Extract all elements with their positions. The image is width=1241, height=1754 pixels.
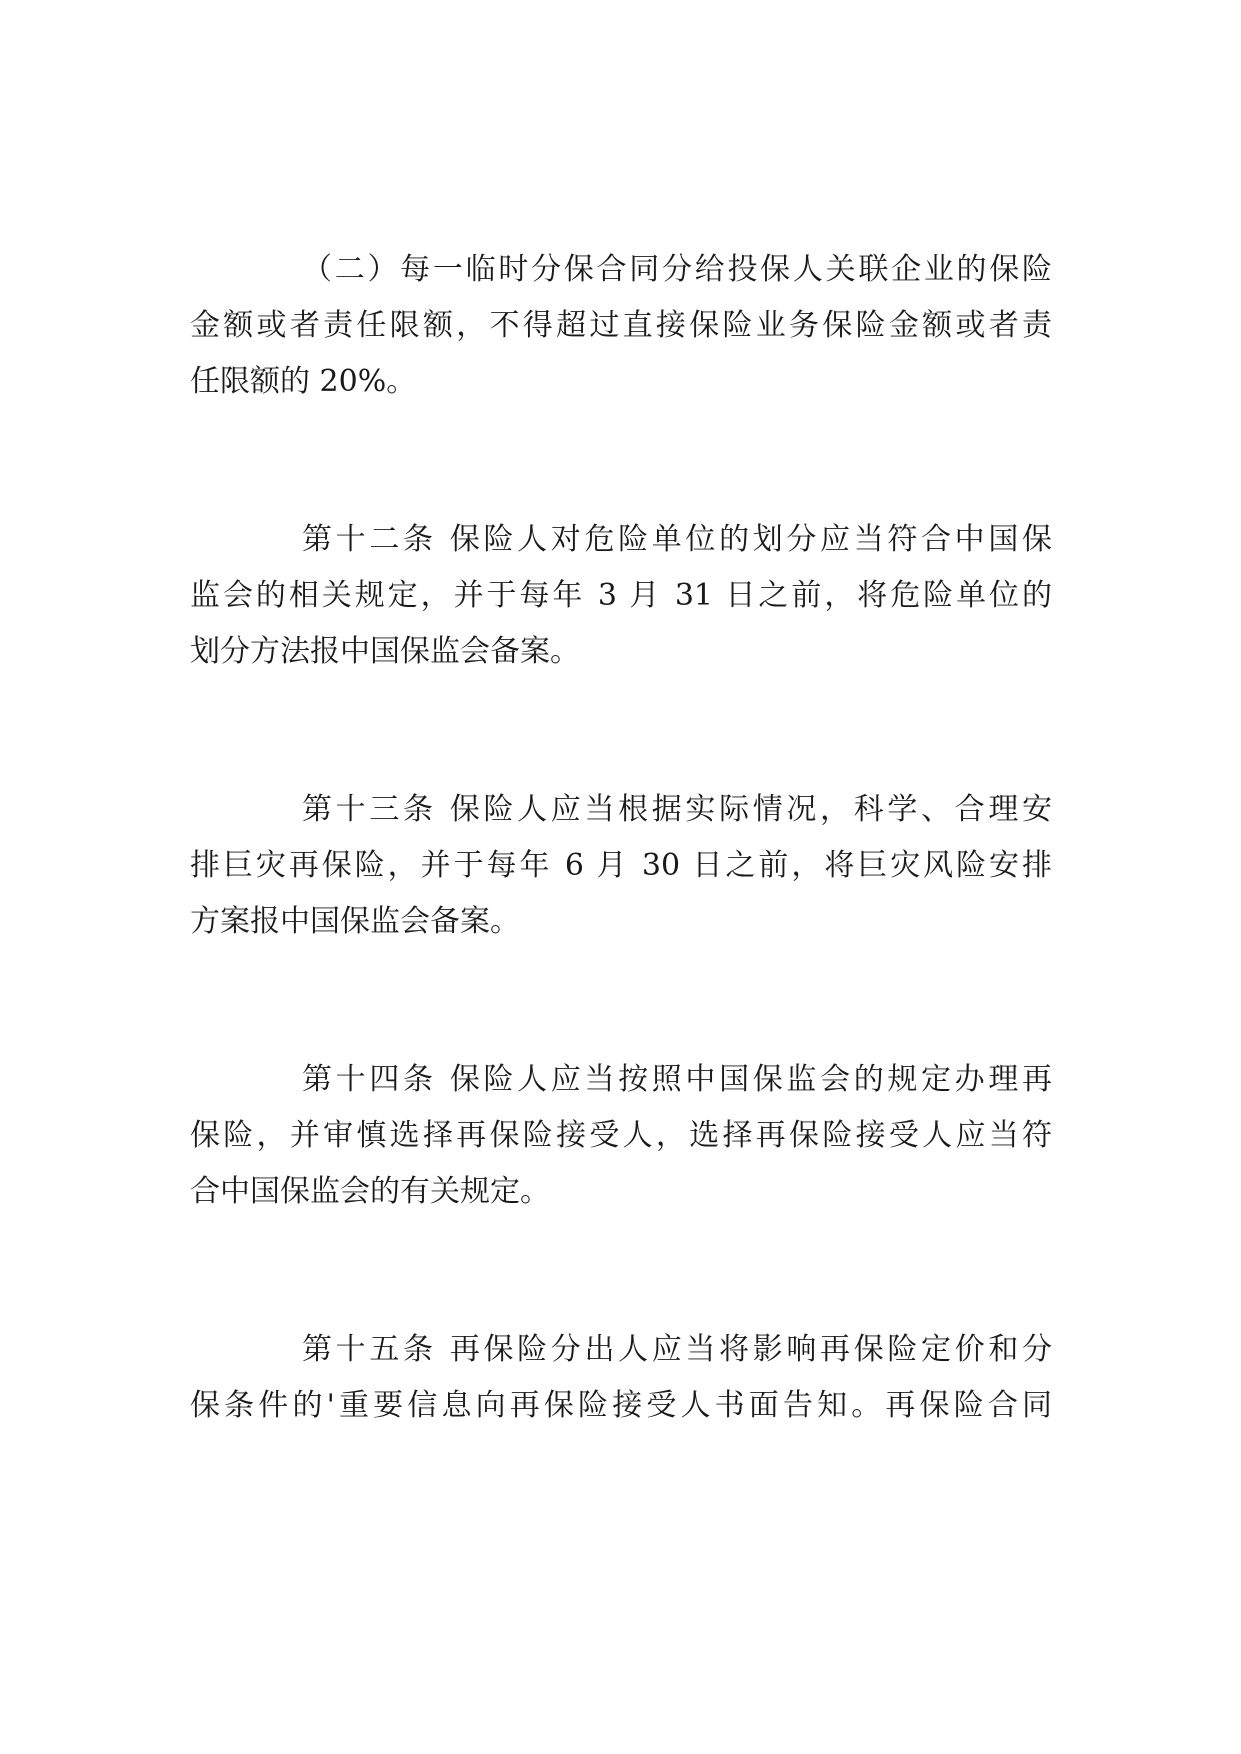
paragraph-5-line-2: 保条件的'重要信息向再保险接受人书面告知。再保险合同 bbox=[190, 1388, 1052, 1423]
paragraph-3-line-1: 第十三条 保险人应当根据实际情况，科学、合理安 bbox=[302, 792, 1052, 827]
paragraph-2-line-3: 划分方法报中国保监会备案。 bbox=[190, 634, 580, 669]
paragraph-4-line-1: 第十四条 保险人应当按照中国保监会的规定办理再 bbox=[302, 1062, 1052, 1097]
paragraph-5-line-1: 第十五条 再保险分出人应当将影响再保险定价和分 bbox=[302, 1332, 1052, 1367]
paragraph-2-line-2: 监会的相关规定，并于每年 3 月 31 日之前，将危险单位的 bbox=[190, 578, 1052, 613]
paragraph-2-line-1: 第十二条 保险人对危险单位的划分应当符合中国保 bbox=[302, 522, 1052, 557]
paragraph-4-line-2: 保险，并审慎选择再保险接受人，选择再保险接受人应当符 bbox=[190, 1118, 1052, 1153]
paragraph-1-line-1: （二）每一临时分保合同分给投保人关联企业的保险 bbox=[302, 252, 1052, 287]
paragraph-1-line-3: 任限额的 20%。 bbox=[190, 364, 417, 399]
paragraph-4-line-3: 合中国保监会的有关规定。 bbox=[190, 1174, 550, 1209]
paragraph-1-line-2: 金额或者责任限额，不得超过直接保险业务保险金额或者责 bbox=[190, 308, 1052, 343]
paragraph-3-line-3: 方案报中国保监会备案。 bbox=[190, 904, 520, 939]
paragraph-3-line-2: 排巨灾再保险，并于每年 6 月 30 日之前，将巨灾风险安排 bbox=[190, 848, 1052, 883]
